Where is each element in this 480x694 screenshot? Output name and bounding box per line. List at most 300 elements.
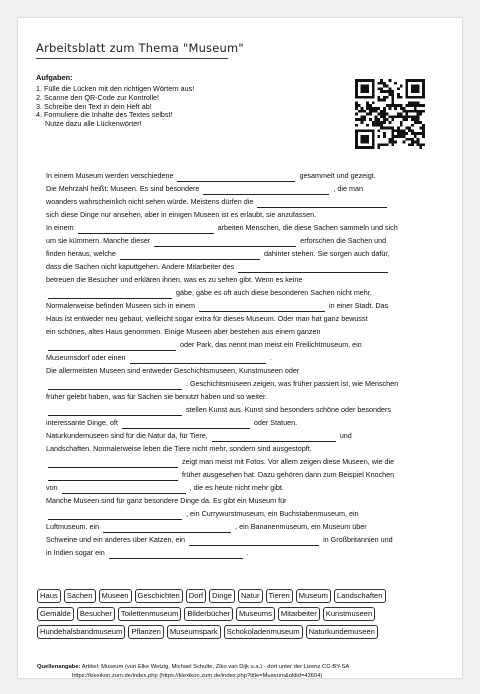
qr-module	[394, 135, 397, 138]
qr-module	[369, 113, 372, 116]
qr-module	[414, 132, 417, 135]
qr-module	[366, 101, 369, 104]
text-segment: In einem	[46, 223, 74, 232]
qr-module	[380, 127, 383, 130]
text-segment: interessante Dinge, oft	[46, 418, 118, 427]
qr-module	[383, 85, 386, 88]
blank-field[interactable]	[48, 289, 172, 299]
word-chip[interactable]: Pflanzen	[128, 625, 164, 639]
qr-module	[380, 99, 383, 102]
text-line	[46, 300, 438, 312]
qr-module	[411, 110, 414, 113]
qr-module	[400, 113, 403, 116]
text-line	[46, 534, 438, 546]
qr-module	[380, 143, 383, 146]
qr-module	[417, 143, 420, 146]
qr-module	[411, 132, 414, 135]
task-item: 2. Scanne den QR-Code zur Kontrolle!	[36, 92, 160, 102]
qr-module	[389, 93, 392, 96]
qr-module	[363, 118, 366, 121]
qr-module	[369, 96, 372, 99]
qr-module	[383, 135, 386, 138]
qr-module	[372, 110, 375, 113]
qr-module	[372, 124, 375, 127]
qr-module	[366, 138, 369, 141]
qr-module	[405, 82, 408, 85]
text-line	[46, 469, 438, 481]
qr-module	[419, 146, 422, 149]
qr-module	[355, 124, 358, 127]
text-segment: in einer Stadt. Das	[329, 301, 389, 310]
text-segment: um sie kümmern. Manche dieser	[46, 236, 151, 245]
qr-module	[383, 127, 386, 130]
qr-module	[400, 115, 403, 118]
qr-module	[414, 141, 417, 144]
word-bank-row	[37, 625, 447, 639]
qr-module	[383, 110, 386, 113]
qr-module	[414, 115, 417, 118]
blank-field[interactable]	[48, 471, 178, 481]
qr-module	[375, 110, 378, 113]
qr-module	[405, 96, 408, 99]
qr-module	[408, 143, 411, 146]
qr-module	[355, 79, 358, 82]
text-segment: gäbe, gäbe es oft auch diese besonderen Sachen nicht mehr.	[176, 288, 372, 297]
qr-module	[419, 121, 422, 124]
qr-module	[408, 104, 411, 107]
qr-module	[383, 107, 386, 110]
text-segment: oder Park, das nennt man meist ein Freilichtmuseum, ein	[180, 340, 362, 349]
qr-module	[363, 146, 366, 149]
qr-module	[419, 79, 422, 82]
qr-module	[397, 93, 400, 96]
qr-module	[417, 141, 420, 144]
qr-module	[372, 93, 375, 96]
qr-module	[358, 79, 361, 82]
qr-module	[361, 79, 364, 82]
qr-module	[377, 96, 380, 99]
qr-module	[414, 104, 417, 107]
qr-module	[417, 138, 420, 141]
qr-module	[361, 138, 364, 141]
task-item: 4. Formuliere die Inhalte des Textes selbst!	[36, 110, 173, 120]
blank-field[interactable]	[238, 263, 388, 273]
qr-module	[405, 113, 408, 116]
qr-module	[386, 90, 389, 93]
qr-module	[363, 79, 366, 82]
word-chip[interactable]: Besucher	[77, 607, 115, 621]
blank-field[interactable]	[78, 224, 214, 234]
qr-module	[397, 104, 400, 107]
qr-module	[419, 143, 422, 146]
text-line	[46, 209, 438, 221]
qr-module	[355, 135, 358, 138]
qr-module	[419, 110, 422, 113]
qr-module	[408, 115, 411, 118]
qr-module	[405, 79, 408, 82]
word-chip[interactable]: Museumspark	[167, 625, 221, 639]
blank-field[interactable]	[48, 341, 176, 351]
text-line	[46, 339, 438, 351]
qr-module	[355, 96, 358, 99]
qr-module	[411, 143, 414, 146]
qr-module	[400, 85, 403, 88]
word-chip[interactable]: Mitarbeiter	[278, 607, 320, 621]
word-chip[interactable]: Haus	[37, 589, 61, 603]
word-chip[interactable]: Dinge	[209, 589, 235, 603]
qr-module	[414, 96, 417, 99]
qr-module	[380, 113, 383, 116]
qr-module	[377, 107, 380, 110]
qr-module	[394, 115, 397, 118]
qr-module	[391, 141, 394, 144]
qr-module	[372, 146, 375, 149]
qr-module	[361, 107, 364, 110]
word-chip[interactable]: Gemälde	[37, 607, 74, 621]
qr-module	[363, 110, 366, 113]
qr-module	[391, 99, 394, 102]
qr-module	[389, 121, 392, 124]
text-segment: .	[246, 548, 249, 557]
qr-module	[369, 129, 372, 132]
qr-module	[372, 121, 375, 124]
qr-module	[411, 96, 414, 99]
qr-module	[391, 138, 394, 141]
qr-module	[355, 107, 358, 110]
qr-module	[417, 121, 420, 124]
text-line	[46, 352, 438, 364]
qr-module	[422, 93, 425, 96]
qr-module	[403, 135, 406, 138]
qr-module	[383, 143, 386, 146]
qr-module	[372, 141, 375, 144]
qr-module	[422, 96, 425, 99]
word-chip[interactable]: Toilettenmuseum	[118, 607, 181, 621]
qr-module	[403, 118, 406, 121]
blank-field[interactable]	[257, 198, 387, 208]
text-segment: Luftmuseum, ein	[46, 522, 100, 531]
qr-module	[394, 107, 397, 110]
text-segment: , ein Currywurstmuseum, ein Buchstabenmuseum, ein	[186, 509, 359, 518]
qr-module	[411, 124, 414, 127]
blank-field[interactable]	[122, 419, 250, 429]
qr-module	[380, 82, 383, 85]
qr-module	[386, 104, 389, 107]
qr-module	[405, 118, 408, 121]
qr-module	[372, 129, 375, 132]
qr-module	[369, 79, 372, 82]
qr-module	[397, 87, 400, 90]
qr-module	[417, 132, 420, 135]
qr-module	[361, 85, 364, 88]
text-line	[46, 547, 438, 559]
qr-module	[405, 104, 408, 107]
qr-module	[363, 96, 366, 99]
qr-module	[369, 146, 372, 149]
blank-field[interactable]	[212, 432, 336, 442]
qr-module	[355, 138, 358, 141]
text-line	[46, 508, 438, 520]
qr-module	[363, 129, 366, 132]
qr-module	[383, 90, 386, 93]
qr-module	[372, 96, 375, 99]
qr-module	[422, 143, 425, 146]
text-segment: von	[46, 483, 58, 492]
qr-module	[358, 96, 361, 99]
text-line	[46, 326, 438, 338]
qr-module	[414, 110, 417, 113]
text-line	[46, 313, 438, 325]
qr-module	[358, 104, 361, 107]
blank-field[interactable]	[199, 302, 325, 312]
text-segment: Normalerweise befinden Museen sich in einem	[46, 301, 196, 310]
word-chip[interactable]: Landschaften	[334, 589, 386, 603]
text-segment: Haus ist entweder neu gebaut, vielleicht sogar extra für dieses Museum. Oder man hat ganz bewusst	[46, 314, 368, 323]
qr-module	[403, 132, 406, 135]
qr-module	[369, 104, 372, 107]
qr-module	[422, 90, 425, 93]
source-url[interactable]: https://klexikon.zum.de/index.php (https://klexikon.zum.de/index.php?title=Museum&oldid=43604)	[72, 672, 323, 679]
text-segment: ein schönes, altes Haus genommen. Einige Museen aber bestehen aus einem ganzen	[46, 327, 321, 336]
text-segment: Landschaften. Normalerweise leben die Tiere nicht mehr, sondern sind ausgestopft.	[46, 444, 312, 453]
qr-module	[391, 90, 394, 93]
qr-module	[419, 113, 422, 116]
qr-module	[366, 124, 369, 127]
qr-module	[377, 118, 380, 121]
qr-module	[408, 127, 411, 130]
word-chip[interactable]: Schokoladenmuseum	[224, 625, 303, 639]
text-line	[46, 378, 438, 390]
qr-module	[377, 143, 380, 146]
qr-module	[405, 93, 408, 96]
qr-module	[383, 115, 386, 118]
text-segment: , ein Bananenmuseum, ein Museum über	[235, 522, 367, 531]
qr-module	[414, 90, 417, 93]
qr-module	[422, 132, 425, 135]
qr-module	[397, 135, 400, 138]
qr-module	[391, 101, 394, 104]
qr-module	[414, 121, 417, 124]
qr-module	[417, 113, 420, 116]
tasks-heading: Aufgaben:	[36, 73, 73, 82]
blank-field[interactable]	[48, 458, 178, 468]
qr-module	[372, 87, 375, 90]
qr-module	[372, 138, 375, 141]
word-chip[interactable]: Hundehalsbandmuseum	[37, 625, 125, 639]
qr-module	[380, 115, 383, 118]
qr-module	[389, 104, 392, 107]
word-chip[interactable]: Sachen	[64, 589, 96, 603]
qr-module	[369, 110, 372, 113]
qr-module	[361, 141, 364, 144]
text-segment: früher ausgesehen hat. Dazu gehören dann zum Beispiel Knochen	[182, 470, 395, 479]
qr-module	[361, 110, 364, 113]
qr-module	[389, 141, 392, 144]
text-segment: Die Mehrzahl heißt: Museen. Es sind besondere	[46, 184, 200, 193]
qr-module	[363, 138, 366, 141]
qr-module	[358, 118, 361, 121]
qr-module	[411, 101, 414, 104]
qr-module	[361, 87, 364, 90]
qr-module	[383, 121, 386, 124]
qr-module	[419, 132, 422, 135]
qr-module	[408, 101, 411, 104]
blank-field[interactable]	[130, 354, 266, 364]
qr-module	[366, 87, 369, 90]
qr-module	[411, 118, 414, 121]
word-chip[interactable]: Bilderbücher	[184, 607, 233, 621]
word-chip[interactable]: Museums	[236, 607, 275, 621]
qr-module	[417, 79, 420, 82]
qr-module	[391, 143, 394, 146]
qr-module	[417, 85, 420, 88]
word-chip[interactable]: Kunstmuseen	[323, 607, 375, 621]
text-segment: , die es heute nicht mehr gibt.	[189, 483, 284, 492]
qr-module	[377, 87, 380, 90]
blank-field[interactable]	[120, 250, 260, 260]
qr-module	[400, 135, 403, 138]
qr-module	[403, 115, 406, 118]
qr-module	[366, 146, 369, 149]
qr-module	[361, 135, 364, 138]
text-line	[46, 235, 438, 247]
text-line	[46, 482, 438, 494]
word-bank-row	[37, 607, 447, 621]
qr-module	[394, 141, 397, 144]
qr-module	[417, 104, 420, 107]
qr-module	[394, 104, 397, 107]
blank-field[interactable]	[203, 185, 329, 195]
qr-module	[386, 96, 389, 99]
qr-module	[419, 127, 422, 130]
text-line	[46, 365, 438, 377]
qr-module	[380, 90, 383, 93]
qr-module	[397, 127, 400, 130]
word-chip[interactable]: Natur	[238, 589, 263, 603]
qr-module	[377, 129, 380, 132]
qr-module	[375, 121, 378, 124]
text-segment: sich diese Dinge nur ansehen, aber in einigen Museen ist es erlaubt, sie anzufassen.	[46, 210, 317, 219]
qr-module	[397, 132, 400, 135]
qr-module	[355, 101, 358, 104]
qr-module	[372, 90, 375, 93]
text-line	[46, 287, 438, 299]
qr-module	[363, 115, 366, 118]
qr-module	[405, 87, 408, 90]
text-segment: und	[339, 431, 352, 440]
worksheet-page	[18, 18, 462, 678]
qr-module	[389, 138, 392, 141]
word-chip[interactable]: Museen	[99, 589, 132, 603]
qr-module	[403, 107, 406, 110]
word-chip[interactable]: Dorf	[186, 589, 206, 603]
qr-module	[366, 129, 369, 132]
blank-field[interactable]	[62, 484, 186, 494]
qr-module	[383, 96, 386, 99]
qr-module	[400, 132, 403, 135]
qr-module	[389, 115, 392, 118]
task-item-continuation: Nutze dazu alle Lückenwörter!	[45, 119, 142, 129]
qr-module	[372, 85, 375, 88]
qr-module	[375, 115, 378, 118]
qr-module	[394, 129, 397, 132]
qr-module	[377, 124, 380, 127]
text-segment: , die man	[333, 184, 363, 193]
text-line	[46, 222, 438, 234]
qr-module	[380, 87, 383, 90]
qr-module	[377, 121, 380, 124]
text-segment: dass die Sachen nicht kaputtgehen. Andere Mitarbeiter des	[46, 262, 235, 271]
word-chip[interactable]: Naturkundemuseen	[306, 625, 378, 639]
text-segment: . Geschichtsmuseen zeigen, was früher passiert ist, wie Menschen	[186, 379, 399, 388]
qr-module	[411, 90, 414, 93]
qr-module	[369, 107, 372, 110]
qr-module	[414, 79, 417, 82]
qr-module	[386, 118, 389, 121]
blank-field[interactable]	[48, 380, 182, 390]
qr-module	[414, 107, 417, 110]
qr-module	[391, 115, 394, 118]
qr-module	[361, 118, 364, 121]
qr-module	[391, 118, 394, 121]
qr-module	[419, 104, 422, 107]
qr-module	[422, 104, 425, 107]
qr-module	[391, 93, 394, 96]
text-segment: Museumsdorf oder einen	[46, 353, 126, 362]
qr-module	[358, 146, 361, 149]
blank-field[interactable]	[103, 523, 231, 533]
blank-field[interactable]	[177, 172, 295, 182]
word-chip[interactable]: Geschichten	[135, 589, 183, 603]
qr-module	[408, 138, 411, 141]
qr-module	[405, 85, 408, 88]
qr-module	[377, 113, 380, 116]
text-line	[46, 274, 438, 286]
qr-module	[411, 115, 414, 118]
qr-module	[403, 110, 406, 113]
qr-module	[414, 101, 417, 104]
word-chip[interactable]: Museum	[296, 589, 331, 603]
qr-module	[386, 113, 389, 116]
qr-module	[372, 132, 375, 135]
qr-module	[375, 118, 378, 121]
blank-field[interactable]	[109, 549, 243, 559]
source-note	[37, 663, 457, 680]
text-segment: stellen Kunst aus. Kunst sind besonders schöne oder besonders	[186, 405, 391, 414]
blank-field[interactable]	[154, 237, 296, 247]
qr-module	[363, 90, 366, 93]
word-chip[interactable]: Tieren	[266, 589, 293, 603]
qr-module	[363, 141, 366, 144]
qr-module	[405, 90, 408, 93]
blank-field[interactable]	[189, 536, 319, 546]
qr-module	[355, 118, 358, 121]
qr-module	[366, 79, 369, 82]
source-text: Artikel: Museum (von Elke Wetzig, Michael Schulte, Ziko van Dijk u.a.) - dort unter der Lizenz CC-BY-SA	[81, 664, 350, 670]
blank-field[interactable]	[48, 510, 182, 520]
text-segment: früher gelebt haben, was für Sachen sie benutzt haben und so weiter.	[46, 392, 267, 401]
blank-field[interactable]	[48, 406, 182, 416]
qr-module	[355, 132, 358, 135]
qr-module	[363, 87, 366, 90]
qr-module	[358, 129, 361, 132]
qr-module	[403, 129, 406, 132]
qr-module	[397, 113, 400, 116]
qr-module	[361, 90, 364, 93]
qr-module	[361, 96, 364, 99]
qr-module	[414, 85, 417, 88]
qr-module	[375, 124, 378, 127]
